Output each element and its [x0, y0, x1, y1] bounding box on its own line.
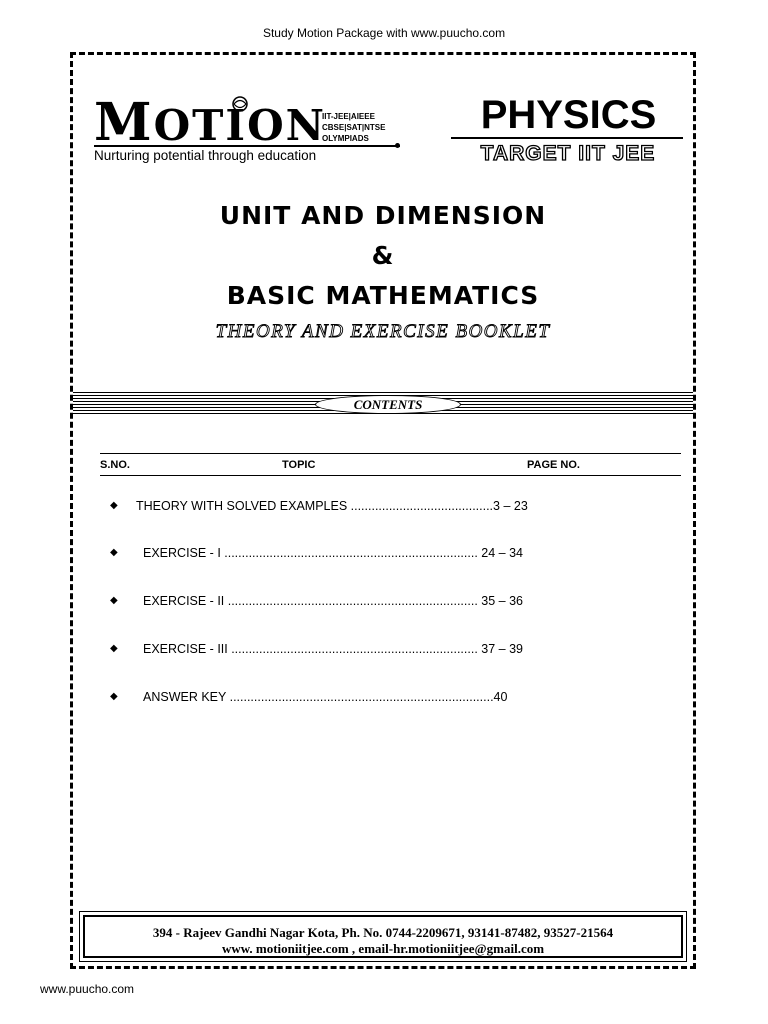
- target-exam: TARGET IIT JEE: [480, 142, 656, 165]
- motion-logo: [94, 92, 404, 170]
- header-page: PAGE NO.: [527, 459, 580, 471]
- subject-title: PHYSICS: [480, 93, 657, 137]
- logo-exams-line1: IIT-JEE|AIEEE: [322, 112, 375, 121]
- toc-row-text: EXERCISE - II ........................................................................ 35 – 36: [143, 594, 523, 608]
- title-ampersand: &: [371, 241, 395, 270]
- address-line-1: 394 - Rajeev Gandhi Nagar Kota, Ph. No. 0744-2209671, 93141-87482, 93527-21564: [152, 925, 614, 940]
- cover-frame: [70, 52, 696, 969]
- table-top-rule: [100, 453, 681, 454]
- logo-exams-line3: OLYMPIADS: [322, 134, 369, 143]
- contents-label: CONTENTS: [315, 395, 461, 414]
- header-topic: TOPIC: [282, 459, 316, 471]
- logo-dot-icon: [395, 143, 400, 148]
- diamond-bullet-icon: ◆: [110, 643, 118, 654]
- address-line-2: www. motioniitjee.com , email-hr.motioniitjee@gmail.com: [221, 941, 545, 956]
- diamond-bullet-icon: ◆: [110, 595, 118, 606]
- logo-exam-list: [322, 111, 385, 144]
- title-line-1: UNIT AND DIMENSION: [219, 201, 547, 230]
- logo-tagline: [94, 145, 400, 163]
- toc-row-text: EXERCISE - I ......................................................................... 24 – 34: [143, 546, 523, 560]
- booklet-subtitle: THEORY AND EXERCISE BOOKLET: [215, 321, 551, 342]
- address-box: [79, 911, 687, 962]
- title-line-2: BASIC MATHEMATICS: [226, 281, 540, 310]
- subject-divider: [451, 137, 683, 139]
- diamond-bullet-icon: ◆: [110, 500, 118, 511]
- logo-letters-on: ON: [247, 101, 327, 150]
- toc-row-text: ANSWER KEY ............................................................................40: [143, 690, 508, 704]
- logo-exams-line2: CBSE|SAT|NTSE: [322, 123, 386, 132]
- address-inner-border: [83, 915, 683, 958]
- table-header-rule: [100, 475, 681, 476]
- logo-swirl-icon: [230, 95, 250, 113]
- footer-url: www.puucho.com: [40, 982, 135, 996]
- toc-row-text: THEORY WITH SOLVED EXAMPLES .........................................3 – 23: [136, 499, 528, 513]
- toc-row-text: EXERCISE - III ....................................................................... 37 – 39: [143, 642, 523, 656]
- diamond-bullet-icon: ◆: [110, 691, 118, 702]
- logo-letter-m: M: [94, 92, 154, 153]
- logo-tagline-text: Nurturing potential through education: [94, 148, 317, 163]
- diamond-bullet-icon: ◆: [110, 547, 118, 558]
- logo-letters-oti: OTI: [153, 101, 248, 150]
- header-caption: Study Motion Package with www.puucho.com: [262, 26, 506, 40]
- header-sno: S.NO.: [100, 459, 130, 471]
